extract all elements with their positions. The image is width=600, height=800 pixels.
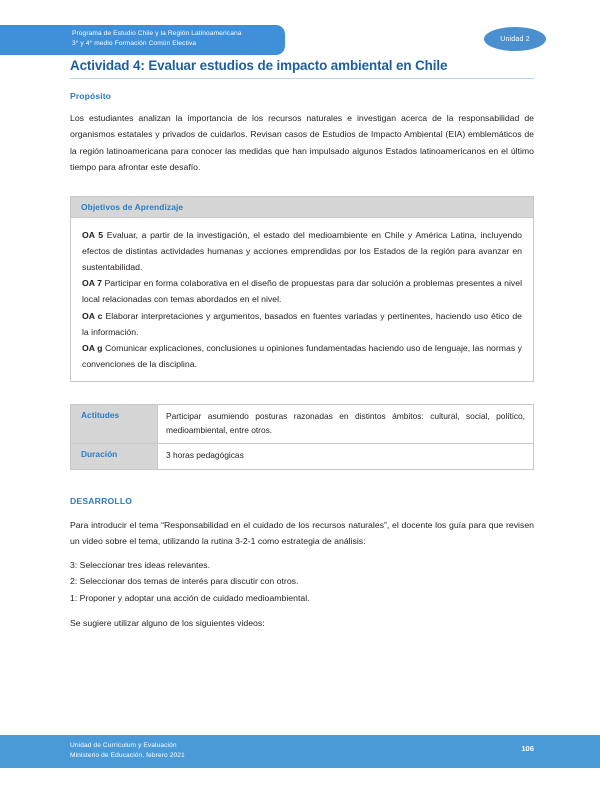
proposito-label: Propósito: [70, 91, 112, 101]
footer-line-1: Unidad de Currículum y Evaluación: [70, 742, 177, 749]
objetivo-item: [82, 275, 522, 307]
attribute-key: Duración: [71, 444, 158, 470]
footer-line-2: Ministerio de Educación, febrero 2021: [70, 751, 185, 759]
objetivos-block: [70, 196, 534, 383]
attribute-value: Participar asumiendo posturas razonadas en distintos ámbitos: cultural, social, político, medioambiental, entre otros.: [158, 405, 534, 444]
attributes-table: [70, 404, 534, 470]
desarrollo-step: 3: Seleccionar tres ideas relevantes.: [70, 559, 211, 570]
program-banner: [0, 25, 285, 55]
objetivo-text: Participar en forma colaborativa en el diseño de propuestas para dar solución a problemas presentes a nivel local relacionadas con temas abordados en el nivel.: [82, 278, 522, 305]
paragraph-spacer: [70, 606, 534, 615]
footer-inner: [0, 735, 600, 768]
objetivo-code: OA 7: [82, 278, 103, 289]
desarrollo-heading: DESARROLLO: [70, 495, 133, 506]
objetivo-text: Evaluar, a partir de la investigación, el estado del medioambiente en Chile y América Latina, incluyendo efectos de distintas actividades humanas y acciones emprendidas por los Estados de la región para avanzar en sustentabilidad.: [82, 229, 522, 273]
program-line-1: Programa de Estudio Chile y la Región Latinoamericana: [72, 30, 242, 37]
page-content: [0, 58, 600, 631]
page-title: Actividad 4: Evaluar estudios de impacto ambiental en Chile: [70, 58, 534, 79]
objetivo-code: OA c: [82, 310, 103, 321]
unit-badge: Unidad 2: [484, 27, 546, 51]
program-line-2: 3° y 4° medio Formación Común Electiva: [72, 39, 197, 47]
proposito-text: Los estudiantes analizan la importancia de los recursos naturales e investigan acerca de la responsabilidad de organismos estatales y privados de cuidarlos. Revisan casos de Estudios de Impacto Ambiental (EIA) emblemáticos de la región latinoamericana para conocer las medidas que han impulsado algunos Estados latinoamericanos en el último tiempo para afrontar este desafío.: [70, 113, 534, 173]
desarrollo-section: [70, 496, 534, 631]
objetivo-item: [82, 227, 522, 276]
attribute-value: 3 horas pedagógicas: [158, 444, 534, 470]
objetivos-body: [71, 217, 533, 383]
objetivo-text: Elaborar interpretaciones y argumentos, basados en fuentes variadas y pertinentes, haciendo uso ético de la información.: [82, 310, 522, 337]
objetivo-item: [82, 340, 522, 372]
table-row: [71, 444, 534, 470]
desarrollo-closing: Se sugiere utilizar alguno de los siguientes videos:: [70, 617, 265, 628]
page-footer: [0, 735, 600, 768]
objetivo-item: [82, 308, 522, 340]
objetivo-text: Comunicar explicaciones, conclusiones u opiniones fundamentadas haciendo uso de lenguaje, las normas y convenciones de la disciplina.: [82, 343, 522, 370]
objetivos-heading: Objetivos de Aprendizaje: [71, 197, 533, 217]
attribute-key: Actitudes: [71, 405, 158, 444]
desarrollo-step: 2: Seleccionar dos temas de interés para discutir con otros.: [70, 576, 299, 587]
desarrollo-intro: Para introducir el tema “Responsabilidad en el cuidado de los recursos naturales”, el docente los guía para que revisen un video sobre el tema, utilizando la rutina 3-2-1 como estrategia de análisis:: [70, 519, 534, 547]
footer-credits: [70, 741, 534, 761]
desarrollo-step: 1: Proponer y adoptar una acción de cuidado medioambiental.: [70, 592, 310, 603]
page-header: [0, 0, 600, 58]
page-number: 106: [521, 744, 534, 753]
table-row: [71, 405, 534, 444]
objetivo-code: OA 5: [82, 229, 104, 240]
objetivo-code: OA g: [82, 343, 103, 354]
